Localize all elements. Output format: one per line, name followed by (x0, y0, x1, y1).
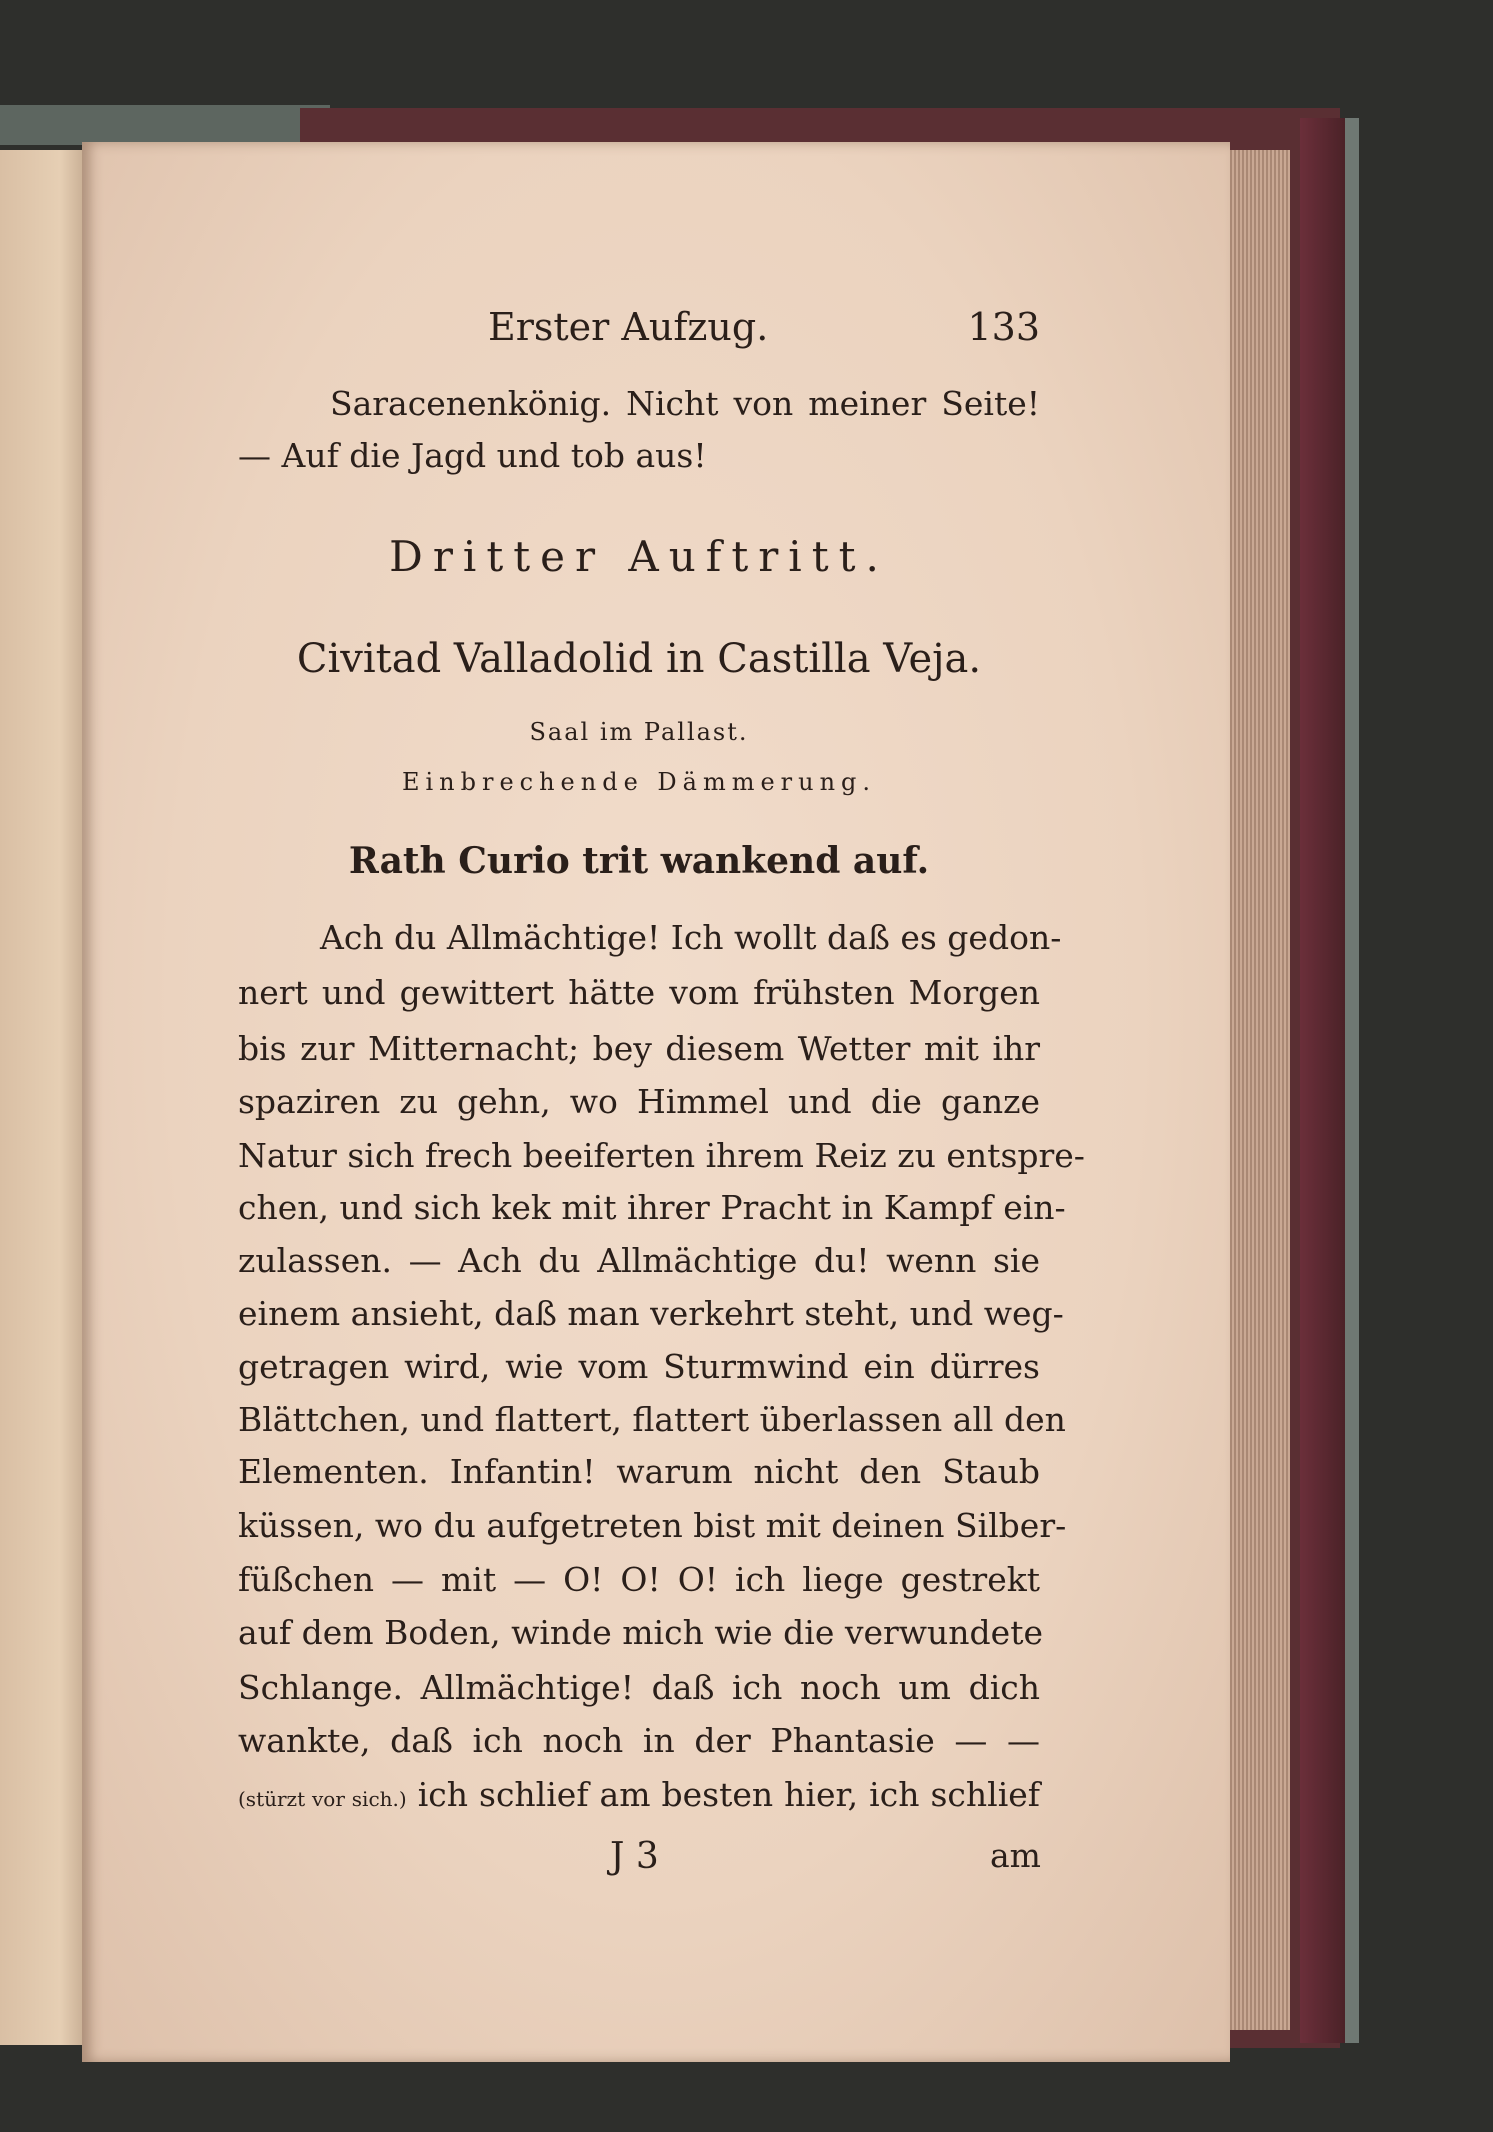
location: Civitad Valladolid in Castilla Veja. (296, 636, 982, 682)
last-line-text: ich schlief am besten hier, ich schlief (417, 1775, 1040, 1814)
body-line: chen, und sich kek mit ihrer Pracht in Kampf ein- (238, 1188, 1066, 1227)
text-line: Saracenenkönig. Nicht von meiner Seite! (330, 384, 1040, 423)
body-line: küssen, wo du aufgetreten bist mit deinen Silber- (238, 1506, 1067, 1545)
page-number: 133 (967, 305, 1040, 349)
body-line: Ach du Allmächtige! Ich wollt daß es gedon- (320, 918, 1062, 957)
page-edges (1220, 150, 1290, 2030)
body-line: füßchen — mit — O! O! O! ich liege gestrekt (238, 1560, 1040, 1599)
body-line: bis zur Mitternacht; bey diesem Wetter mit ihr (238, 1029, 1040, 1068)
body-line: Blättchen, und flattert, flattert überlassen all den (238, 1400, 1066, 1439)
setting: Saal im Pallast. (529, 718, 749, 746)
book-spine-cloth (0, 105, 330, 145)
last-line (238, 1775, 1040, 1814)
body-line: auf dem Boden, winde mich wie die verwundete (238, 1613, 1044, 1652)
body-line: einem ansieht, daß man verkehrt steht, und weg- (238, 1294, 1064, 1333)
catchword: am (990, 1836, 1041, 1875)
signature-mark: J 3 (610, 1836, 659, 1877)
stage-aside: (stürzt vor sich.) (238, 1787, 407, 1811)
body-line: Natur sich frech beeiferten ihrem Reiz zu entspre- (238, 1136, 1085, 1175)
body-line: Elementen. Infantin! warum nicht den Staub (238, 1452, 1040, 1491)
scene-heading: Dritter Auftritt. (389, 532, 889, 581)
body-line: Schlange. Allmächtige! daß ich noch um dich (238, 1668, 1040, 1707)
body-line: wankte, daß ich noch in der Phantasie — — (238, 1721, 1040, 1760)
body-line: getragen wird, wie vom Sturmwind ein dürres (238, 1347, 1040, 1386)
running-title: Erster Aufzug. (488, 305, 769, 349)
text-line: — Auf die Jagd und tob aus! (238, 436, 707, 475)
body-line: nert und gewittert hätte vom frühsten Morgen (238, 973, 1040, 1012)
cover-edge (1300, 118, 1359, 2043)
body-line: zulassen. — Ach du Allmächtige du! wenn sie (238, 1241, 1040, 1280)
body-line: spaziren zu gehn, wo Himmel und die ganze (238, 1082, 1040, 1121)
time: Einbrechende Dämmerung. (401, 768, 877, 796)
stage-direction: Rath Curio trit wankend auf. (348, 840, 930, 882)
